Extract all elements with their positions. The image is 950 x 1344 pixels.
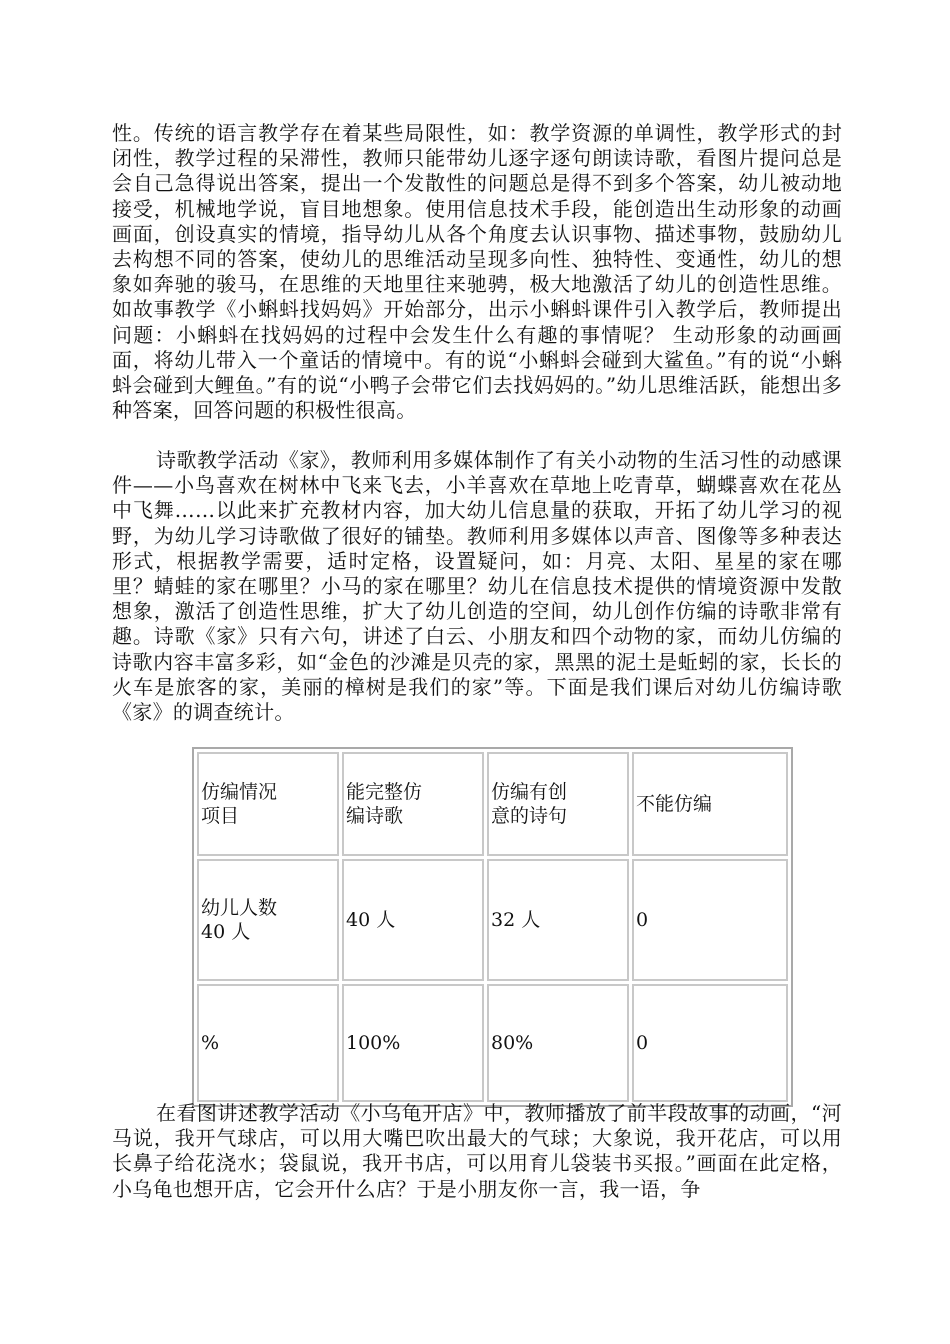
paragraph-intro: 性。传统的语言教学存在着某些局限性，如：教学资源的单调性，教学形式的封闭性，教学过程的呆滞性，教师只能带幼儿逐字逐句朗读诗歌，看图片提问总是会自己急得说出答案，提出一个发散性的问题总是得不到多个答案，幼儿被动地接受，机械地学说，盲目地想象。使用信息技术手段，能创造出生动形象的动画画面，创设真实的情境，指导幼儿从各个角度去认识事物、描述事物，鼓励幼儿去构想不同的答案，使幼儿的思维活动呈现多向性、独特性、变通性，幼儿的想象如奔驰的骏马，在思维的天地里往来驰骋，极大地激活了幼儿的创造性思维。如故事教学《小蝌蚪找妈妈》开始部分，出示小蝌蚪课件引入教学后，教师提出问题：小蝌蚪在找妈妈的过程中会发生什么有趣的事情呢？ 生动形象的动画画面，将幼儿带入一个童话的情境中。有的说“小蝌蚪会碰到大鲨鱼。”有的说“小蝌蚪会碰到大鲤鱼。”有的说“小鸭子会带它们去找妈妈的。”幼儿思维活跃，能想出多种答案，回答问题的积极性很高。 — [112, 121, 842, 423]
table-cell: 40 人 — [342, 859, 484, 981]
table-cell: 仿编情况 项目 — [197, 752, 339, 856]
survey-statistics-table — [192, 747, 793, 1107]
table-cell: 幼儿人数 40 人 — [197, 859, 339, 981]
table-cell: 0 — [632, 984, 788, 1102]
table-cell: 100% — [342, 984, 484, 1102]
table-cell: 32 人 — [487, 859, 629, 981]
paragraph-turtle-shop: 在看图讲述教学活动《小乌龟开店》中，教师播放了前半段故事的动画，“河马说，我开气球店，可以用大嘴巴吹出最大的气球；大象说，我开花店，可以用长鼻子给花浇水；袋鼠说，我开书店，可以用育儿袋装书买报。”画面在此定格，小乌龟也想开店，它会开什么店？于是小朋友你一言，我一语，争 — [112, 1101, 842, 1201]
table-row-percent — [197, 984, 788, 1102]
table-cell: % — [197, 984, 339, 1102]
table-cell: 仿编有创 意的诗句 — [487, 752, 629, 856]
table-header-row — [197, 752, 788, 856]
table-cell: 能完整仿 编诗歌 — [342, 752, 484, 856]
table-row-counts — [197, 859, 788, 981]
table-cell: 不能仿编 — [632, 752, 788, 856]
table-cell: 0 — [632, 859, 788, 981]
paragraph-poem-home: 诗歌教学活动《家》，教师利用多媒体制作了有关小动物的生活习性的动感课件——小鸟喜欢在树林中飞来飞去，小羊喜欢在草地上吃青草，蝴蝶喜欢在花丛中飞舞……以此来扩充教材内容，加大幼儿信息量的获取，开拓了幼儿学习的视野，为幼儿学习诗歌做了很好的铺垫。教师利用多媒体以声音、图像等多种表达形式，根据教学需要，适时定格，设置疑问，如：月亮、太阳、星星的家在哪里？蜻蛙的家在哪里？小马的家在哪里？幼儿在信息技术提供的情境资源中发散想象，激活了创造性思维，扩大了幼儿创造的空间，幼儿创作仿编的诗歌非常有趣。诗歌《家》只有六句，讲述了白云、小朋友和四个动物的家，而幼儿仿编的诗歌内容丰富多彩，如“金色的沙滩是贝壳的家，黑黑的泥土是蚯蚓的家，长长的火车是旅客的家，美丽的樟树是我们的家”等。下面是我们课后对幼儿仿编诗歌《家》的调查统计。 — [112, 448, 842, 725]
table-cell: 80% — [487, 984, 629, 1102]
